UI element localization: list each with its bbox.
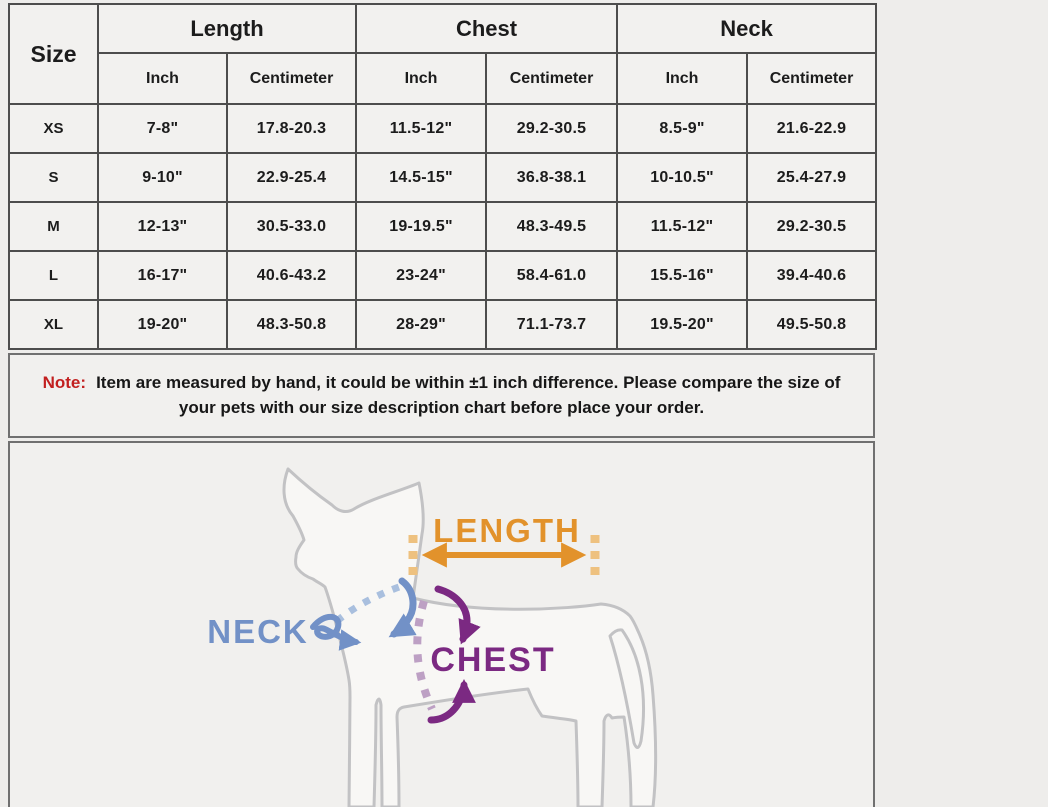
table-cell: 19-20" xyxy=(98,300,227,349)
table-cell: 29.2-30.5 xyxy=(747,202,876,251)
table-row-s xyxy=(9,153,876,202)
table-cell: 12-13" xyxy=(98,202,227,251)
table-cell: 25.4-27.9 xyxy=(747,153,876,202)
table-cell: 28-29" xyxy=(356,300,486,349)
table-cell: 7-8" xyxy=(98,104,227,153)
length-inch-header: Inch xyxy=(98,53,227,104)
table-cell: 49.5-50.8 xyxy=(747,300,876,349)
note-text xyxy=(31,371,853,420)
table-cell: 11.5-12" xyxy=(617,202,747,251)
table-cell: 19-19.5" xyxy=(356,202,486,251)
table-row-xs xyxy=(9,104,876,153)
note-box xyxy=(8,353,875,438)
size-label: L xyxy=(9,251,98,300)
neck-label: NECK xyxy=(207,613,309,650)
table-cell: 16-17" xyxy=(98,251,227,300)
chest-group-header: Chest xyxy=(356,4,617,53)
table-cell: 48.3-49.5 xyxy=(486,202,617,251)
length-label: LENGTH xyxy=(433,512,581,549)
table-cell: 23-24" xyxy=(356,251,486,300)
measurement-diagram xyxy=(8,441,875,807)
length-group-header: Length xyxy=(98,4,356,53)
table-cell: 9-10" xyxy=(98,153,227,202)
chest-inch-header: Inch xyxy=(356,53,486,104)
table-row-l xyxy=(9,251,876,300)
table-cell: 48.3-50.8 xyxy=(227,300,356,349)
chest-cm-header: Centimeter xyxy=(486,53,617,104)
size-label: XL xyxy=(9,300,98,349)
neck-group-header: Neck xyxy=(617,4,876,53)
neck-cm-header: Centimeter xyxy=(747,53,876,104)
table-cell: 29.2-30.5 xyxy=(486,104,617,153)
chest-label: CHEST xyxy=(430,641,556,679)
size-label: XS xyxy=(9,104,98,153)
table-cell: 11.5-12" xyxy=(356,104,486,153)
table-cell: 71.1-73.7 xyxy=(486,300,617,349)
note-label: Note: xyxy=(42,372,87,392)
table-cell: 17.8-20.3 xyxy=(227,104,356,153)
table-cell: 22.9-25.4 xyxy=(227,153,356,202)
table-cell: 39.4-40.6 xyxy=(747,251,876,300)
table-row-m xyxy=(9,202,876,251)
table-cell: 10-10.5" xyxy=(617,153,747,202)
size-label: S xyxy=(9,153,98,202)
note-line1: Item are measured by hand, it could be within ±1 inch difference. Please compare the size of xyxy=(96,372,841,392)
table-cell: 58.4-61.0 xyxy=(486,251,617,300)
dog-measurement-illustration xyxy=(10,443,873,807)
table-cell: 15.5-16" xyxy=(617,251,747,300)
length-annotation xyxy=(413,512,595,581)
size-column-header: Size xyxy=(9,4,98,104)
table-cell: 30.5-33.0 xyxy=(227,202,356,251)
length-cm-header: Centimeter xyxy=(227,53,356,104)
table-cell: 36.8-38.1 xyxy=(486,153,617,202)
size-label: M xyxy=(9,202,98,251)
table-cell: 21.6-22.9 xyxy=(747,104,876,153)
table-cell: 40.6-43.2 xyxy=(227,251,356,300)
neck-inch-header: Inch xyxy=(617,53,747,104)
table-row-xl xyxy=(9,300,876,349)
table-cell: 14.5-15" xyxy=(356,153,486,202)
table-cell: 19.5-20" xyxy=(617,300,747,349)
table-cell: 8.5-9" xyxy=(617,104,747,153)
size-table xyxy=(8,3,877,350)
note-line2: your pets with our size description chart before place your order. xyxy=(178,397,705,417)
